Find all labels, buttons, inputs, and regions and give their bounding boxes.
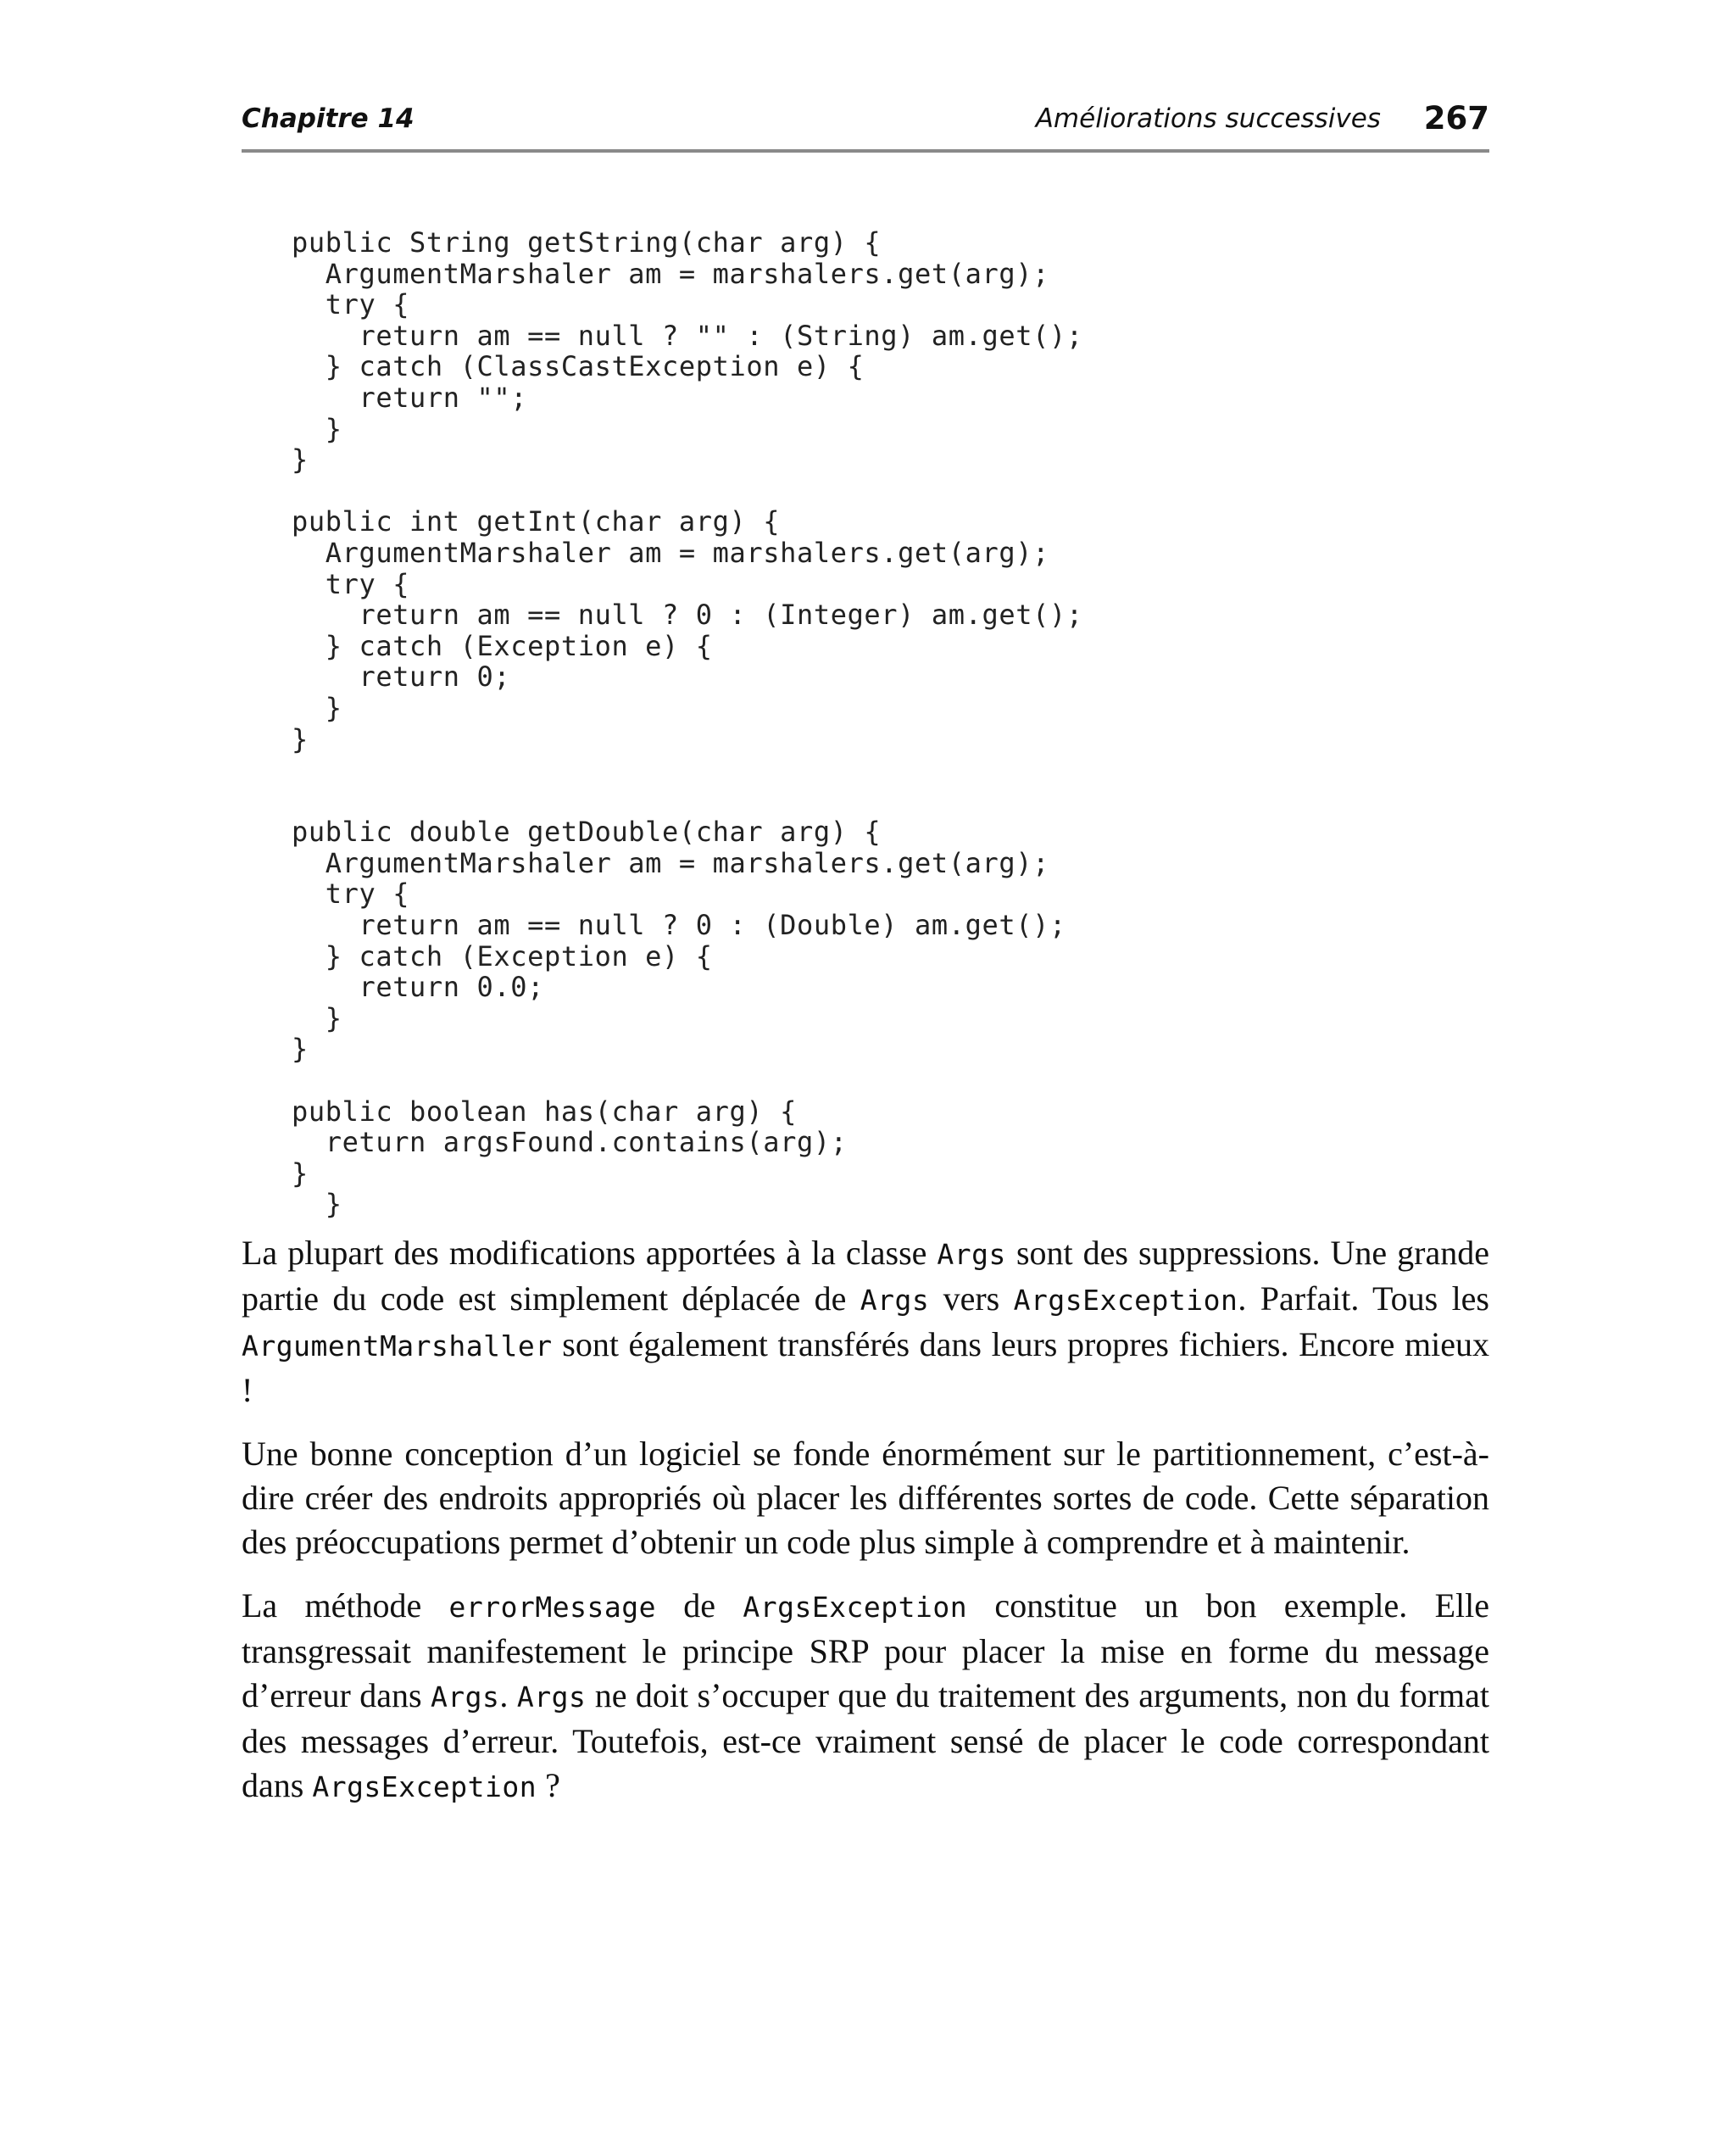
text-run: ? (537, 1766, 560, 1804)
text-run: La méthode (242, 1586, 449, 1625)
code-line: } catch (ClassCastException e) { (292, 350, 865, 383)
header-right (1036, 100, 1489, 137)
code-line: } (292, 1033, 309, 1066)
inline-code: ArgumentMarshaller (242, 1329, 553, 1363)
code-line: } catch (Exception e) { (292, 939, 713, 972)
text-run: sont des suppressions. Une grande partie du code est simplement déplacée de (242, 1234, 1489, 1318)
code-line: try { (292, 288, 410, 321)
code-line: return argsFound.contains(arg); (292, 1126, 848, 1159)
page-number: 267 (1423, 100, 1489, 137)
code-line (292, 786, 1083, 817)
inline-code: ArgsException (1013, 1284, 1238, 1317)
inline-code: errorMessage (448, 1591, 656, 1624)
code-line: } (292, 412, 342, 445)
text-run: La plupart des modifications apportées à la classe (242, 1234, 938, 1272)
body-text (242, 1231, 1489, 1829)
code-listing (292, 227, 1083, 1220)
inline-code: ArgsException (312, 1770, 537, 1803)
code-line: public double getDouble(char arg) { (292, 816, 882, 849)
header-rule (242, 149, 1489, 153)
text-run: ne doit s’occuper que du traitement des arguments, non du format des messages d’erreur. Toutefois, est-ce vraiment sensé de placer le code correspondant dans (242, 1676, 1490, 1804)
inline-code: Args (430, 1680, 500, 1714)
code-line: return am == null ? "" : (String) am.get(); (292, 319, 1083, 352)
text-run: . (499, 1676, 517, 1714)
inline-code: Args (516, 1680, 587, 1714)
code-line: public int getInt(char arg) { (292, 505, 781, 538)
code-line: try { (292, 567, 410, 600)
inline-code: Args (860, 1284, 930, 1317)
code-line: } catch (Exception e) { (292, 629, 713, 662)
code-line: } (292, 722, 309, 755)
text-run: sont également transférés dans leurs propres fichiers. Encore mieux ! (242, 1325, 1489, 1409)
code-line: return am == null ? 0 : (Double) am.get(); (292, 909, 1066, 942)
code-line: ArgumentMarshaler am = marshalers.get(arg); (292, 257, 1049, 290)
code-line: } (292, 1188, 342, 1221)
running-header (242, 100, 1489, 139)
code-line (292, 476, 1083, 507)
code-line: } (292, 1001, 342, 1034)
code-line (292, 755, 1083, 786)
text-run: vers (929, 1279, 1014, 1318)
text-run: constitue un bon exemple. Elle transgressait manifestement le principe SRP pour placer la mise en forme du message d’erreur dans (242, 1586, 1489, 1714)
paragraph-2 (242, 1432, 1489, 1564)
inline-code: Args (937, 1238, 1006, 1271)
code-line: ArgumentMarshaler am = marshalers.get(arg); (292, 846, 1049, 879)
code-line: ArgumentMarshaler am = marshalers.get(arg); (292, 536, 1049, 569)
text-run: Une bonne conception d’un logiciel se fonde énormément sur le partitionnement, c’est-à-dire créer des endroits appropriés où placer les différentes sortes de code. Cette séparation des préoccupations permet d’obtenir un code plus simple à comprendre et à maintenir. (242, 1435, 1489, 1561)
code-line: return ""; (292, 381, 528, 414)
paragraph-3 (242, 1584, 1489, 1809)
paragraph-1 (242, 1231, 1489, 1413)
code-line: } (292, 1156, 309, 1190)
text-run: . Parfait. Tous les (1238, 1279, 1489, 1318)
code-line: try { (292, 878, 410, 911)
code-line: return 0; (292, 660, 511, 694)
section-title: Améliorations successives (1035, 103, 1381, 134)
code-line (292, 1065, 1083, 1096)
code-line: } (292, 691, 342, 724)
code-line: return am == null ? 0 : (Integer) am.get(); (292, 599, 1083, 632)
chapter-label: Chapitre 14 (242, 103, 415, 134)
code-line: public boolean has(char arg) { (292, 1095, 797, 1128)
inline-code: ArgsException (743, 1591, 968, 1624)
code-line: return 0.0; (292, 971, 544, 1004)
code-line: public String getString(char arg) { (292, 226, 882, 259)
text-run: de (655, 1586, 743, 1625)
code-line: } (292, 443, 309, 476)
